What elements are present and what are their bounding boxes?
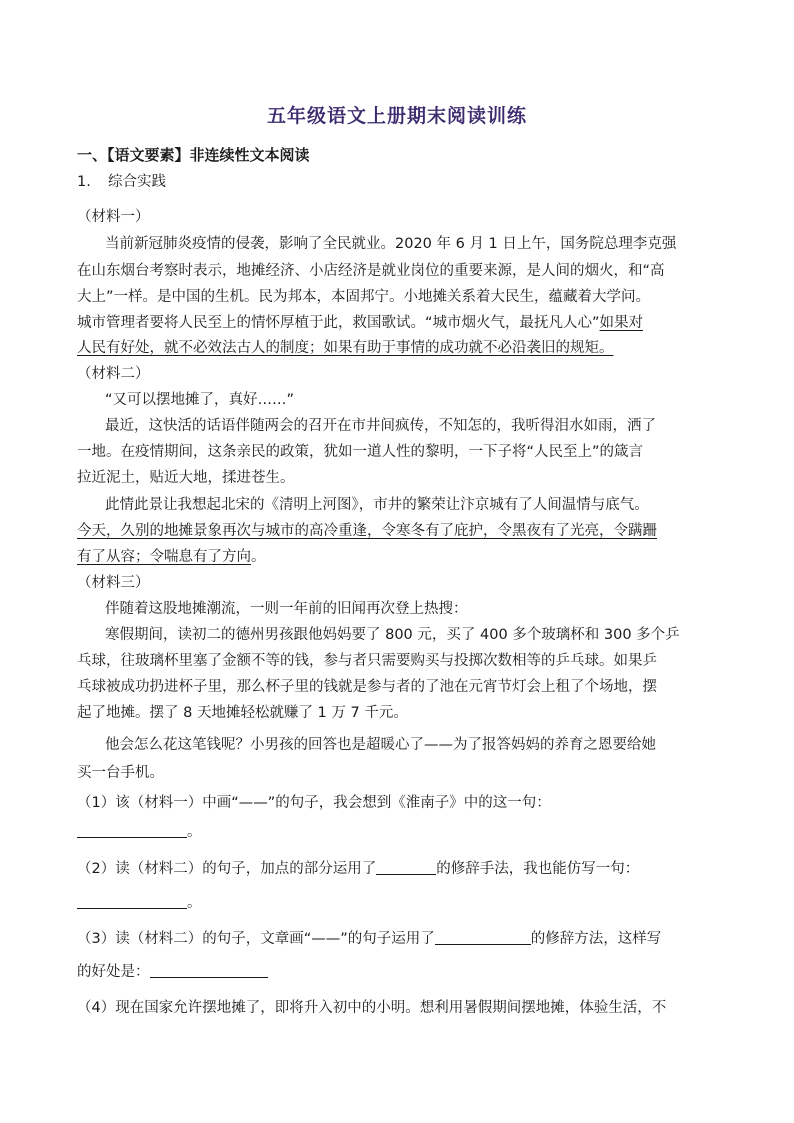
material3-line: 买一台手机。: [77, 765, 164, 781]
answer-blank[interactable]: [435, 930, 531, 945]
material2-line: 此情此景让我想起北宋的《清明上河图》，市井的繁荣让汴京城有了人间温情与底气。: [105, 497, 649, 513]
material2-line: [77, 547, 266, 567]
material2-line: 一地。在疫情期间，这条亲民的政策，犹如一道人性的黎明，一下子将“人民至上”的箴言: [77, 444, 644, 460]
material1-line: [77, 313, 643, 333]
question-4: （4）现在国家允许摆地摊了，即将升入初中的小明。想利用暑假期间摆地摊，体验生活，不: [77, 1000, 667, 1016]
material3-label: （材料三）: [77, 575, 150, 591]
question-3: （3）读（材料二）的句子，文章画“——”的句子运用了 的修辞方法，这样写: [77, 931, 662, 947]
underlined-sentence: 人民有好处，就不必效法古人的制度；如果有助于事情的成功就不必沿袭旧的规矩。: [77, 340, 614, 356]
answer-line-1: 。: [77, 822, 202, 842]
material1-line: 大上”一样。是中国的生机。民为邦本，本固邦宁。小地摊关系着大民生，蕴藏着大学问。: [77, 289, 651, 305]
answer-line-2: 。: [77, 893, 202, 913]
question-1: （1）该（材料一）中画“——”的句子，我会想到《淮南子》中的这一句：: [77, 795, 551, 811]
material3-line: 寒假期间，读初二的德州男孩跟他妈妈要了 800 元，买了 400 多个玻璃杯和 300 多个乒: [105, 627, 680, 643]
material1-label: （材料一）: [77, 209, 150, 225]
material2-line: 拉近泥土，贴近大地，揉进苍生。: [77, 470, 295, 486]
answer-blank[interactable]: [77, 823, 187, 838]
section-heading: 一、【语文要素】非连续性文本阅读: [77, 146, 310, 164]
material2-line: 最近，这快活的话语伴随两会的召开在市井间疯传，不知怎的，我听得泪水如雨，洒了: [105, 418, 656, 434]
question-2: （2）读（材料二）的句子，加点的部分运用了 的修辞手法，我也能仿写一句：: [77, 861, 640, 877]
underlined-sentence: 今天，久别的地摊景象再次与城市的高冷重逢，令寒冬有了庇护，令黑夜有了光亮，令蹒跚: [77, 523, 657, 539]
period: 。: [251, 549, 266, 565]
question-title: 综合实践: [108, 174, 166, 190]
material1-line: 在山东烟台考察时表示，地摊经济、小店经济是就业岗位的重要来源，是人间的烟火，和“高: [77, 263, 665, 279]
material3-line: 伴随着这股地摊潮流，一则一年前的旧闻再次登上热搜：: [105, 601, 468, 617]
material2-label: （材料二）: [77, 366, 150, 382]
material3-line: 乓球，往玻璃杯里塞了金额不等的钱，参与者只需要购买与投掷次数相等的乒乓球。如果乒: [77, 653, 657, 669]
page-title: 五年级语文上册期末阅读训练: [266, 105, 527, 127]
underlined-sentence: 有了从容；令喘息有了方向: [77, 549, 251, 565]
material3-line: 起了地摊。摆了 8 天地摊轻松就赚了 1 万 7 千元。: [77, 705, 408, 721]
answer-blank[interactable]: [77, 894, 187, 909]
material3-line: 他会怎么花这笔钱呢？小男孩的回答也是超暖心了——为了报答妈妈的养育之恩要给她: [105, 737, 656, 753]
material1-text: 城市管理者要将人民至上的情怀厚植于此，救国歌试。“城市烟火气，最抚凡人心”: [77, 315, 600, 331]
question-3-continued: 的好处是：: [77, 962, 268, 982]
material1-line: 当前新冠肺炎疫情的侵袭，影响了全民就业。2020 年 6 月 1 日上午，国务院总理李克强: [105, 236, 677, 252]
answer-blank[interactable]: [150, 963, 268, 978]
question-number: 1.: [77, 174, 91, 190]
underlined-sentence: 如果对: [599, 315, 644, 331]
material2-line: “又可以摆地摊了，真好……”: [105, 392, 295, 408]
material3-line: 乓球被成功扔进杯子里，那么杯子里的钱就是参与者的了池在元宵节灯会上租了个场地，摆: [77, 679, 657, 695]
answer-blank[interactable]: [376, 860, 436, 875]
